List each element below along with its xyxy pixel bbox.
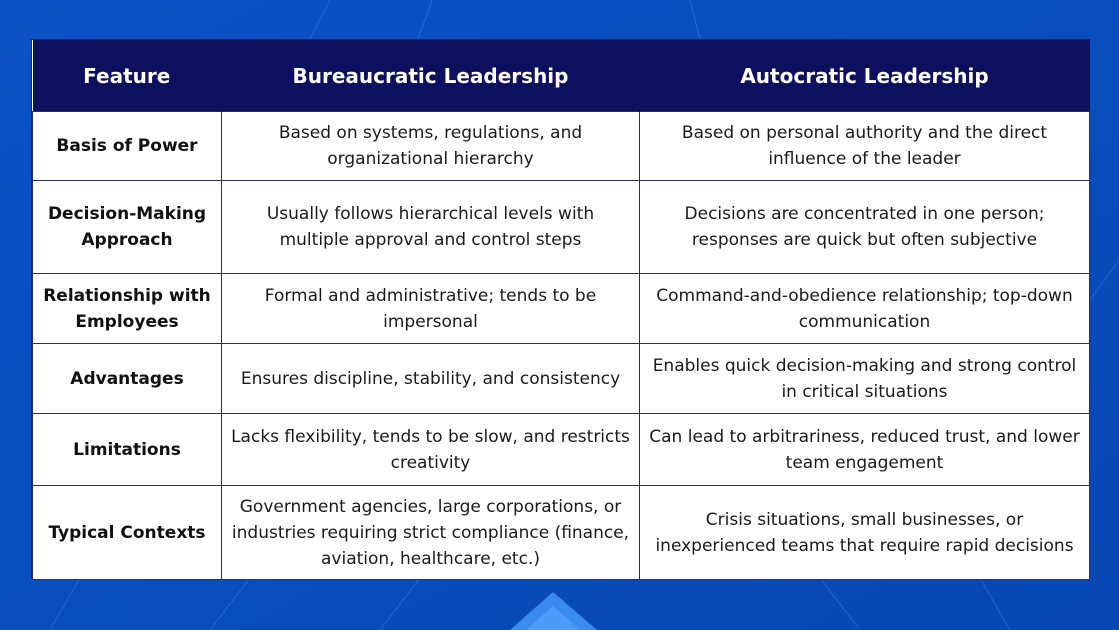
autocratic-cell: Crisis situations, small businesses, or inexperienced teams that require rapid decisions <box>640 486 1090 580</box>
autocratic-cell: Decisions are concentrated in one person; responses are quick but often subjective <box>640 181 1090 274</box>
table-row <box>33 112 1090 181</box>
feature-cell: Limitations <box>33 414 222 486</box>
table-row <box>33 344 1090 414</box>
bureaucratic-cell: Lacks flexibility, tends to be slow, and restricts creativity <box>222 414 640 486</box>
header-bureaucratic: Bureaucratic Leadership <box>222 40 640 112</box>
feature-cell: Relationship with Employees <box>33 274 222 344</box>
table-row <box>33 414 1090 486</box>
feature-cell: Decision-Making Approach <box>33 181 222 274</box>
bureaucratic-cell: Ensures discipline, stability, and consistency <box>222 344 640 414</box>
feature-cell: Basis of Power <box>33 112 222 181</box>
bureaucratic-cell: Usually follows hierarchical levels with multiple approval and control steps <box>222 181 640 274</box>
table-row <box>33 274 1090 344</box>
header-row <box>33 40 1090 112</box>
bureaucratic-cell: Government agencies, large corporations, or industries requiring strict compliance (finance, aviation, healthcare, etc.) <box>222 486 640 580</box>
autocratic-cell: Can lead to arbitrariness, reduced trust, and lower team engagement <box>640 414 1090 486</box>
autocratic-cell: Command-and-obedience relationship; top-down communication <box>640 274 1090 344</box>
comparison-table <box>31 39 1090 578</box>
feature-cell: Advantages <box>33 344 222 414</box>
header-feature: Feature <box>33 40 222 112</box>
bureaucratic-cell: Based on systems, regulations, and organizational hierarchy <box>222 112 640 181</box>
header-autocratic: Autocratic Leadership <box>640 40 1090 112</box>
feature-cell: Typical Contexts <box>33 486 222 580</box>
table-row <box>33 181 1090 274</box>
bureaucratic-cell: Formal and administrative; tends to be impersonal <box>222 274 640 344</box>
autocratic-cell: Enables quick decision-making and strong control in critical situations <box>640 344 1090 414</box>
autocratic-cell: Based on personal authority and the direct influence of the leader <box>640 112 1090 181</box>
table-row <box>33 486 1090 580</box>
